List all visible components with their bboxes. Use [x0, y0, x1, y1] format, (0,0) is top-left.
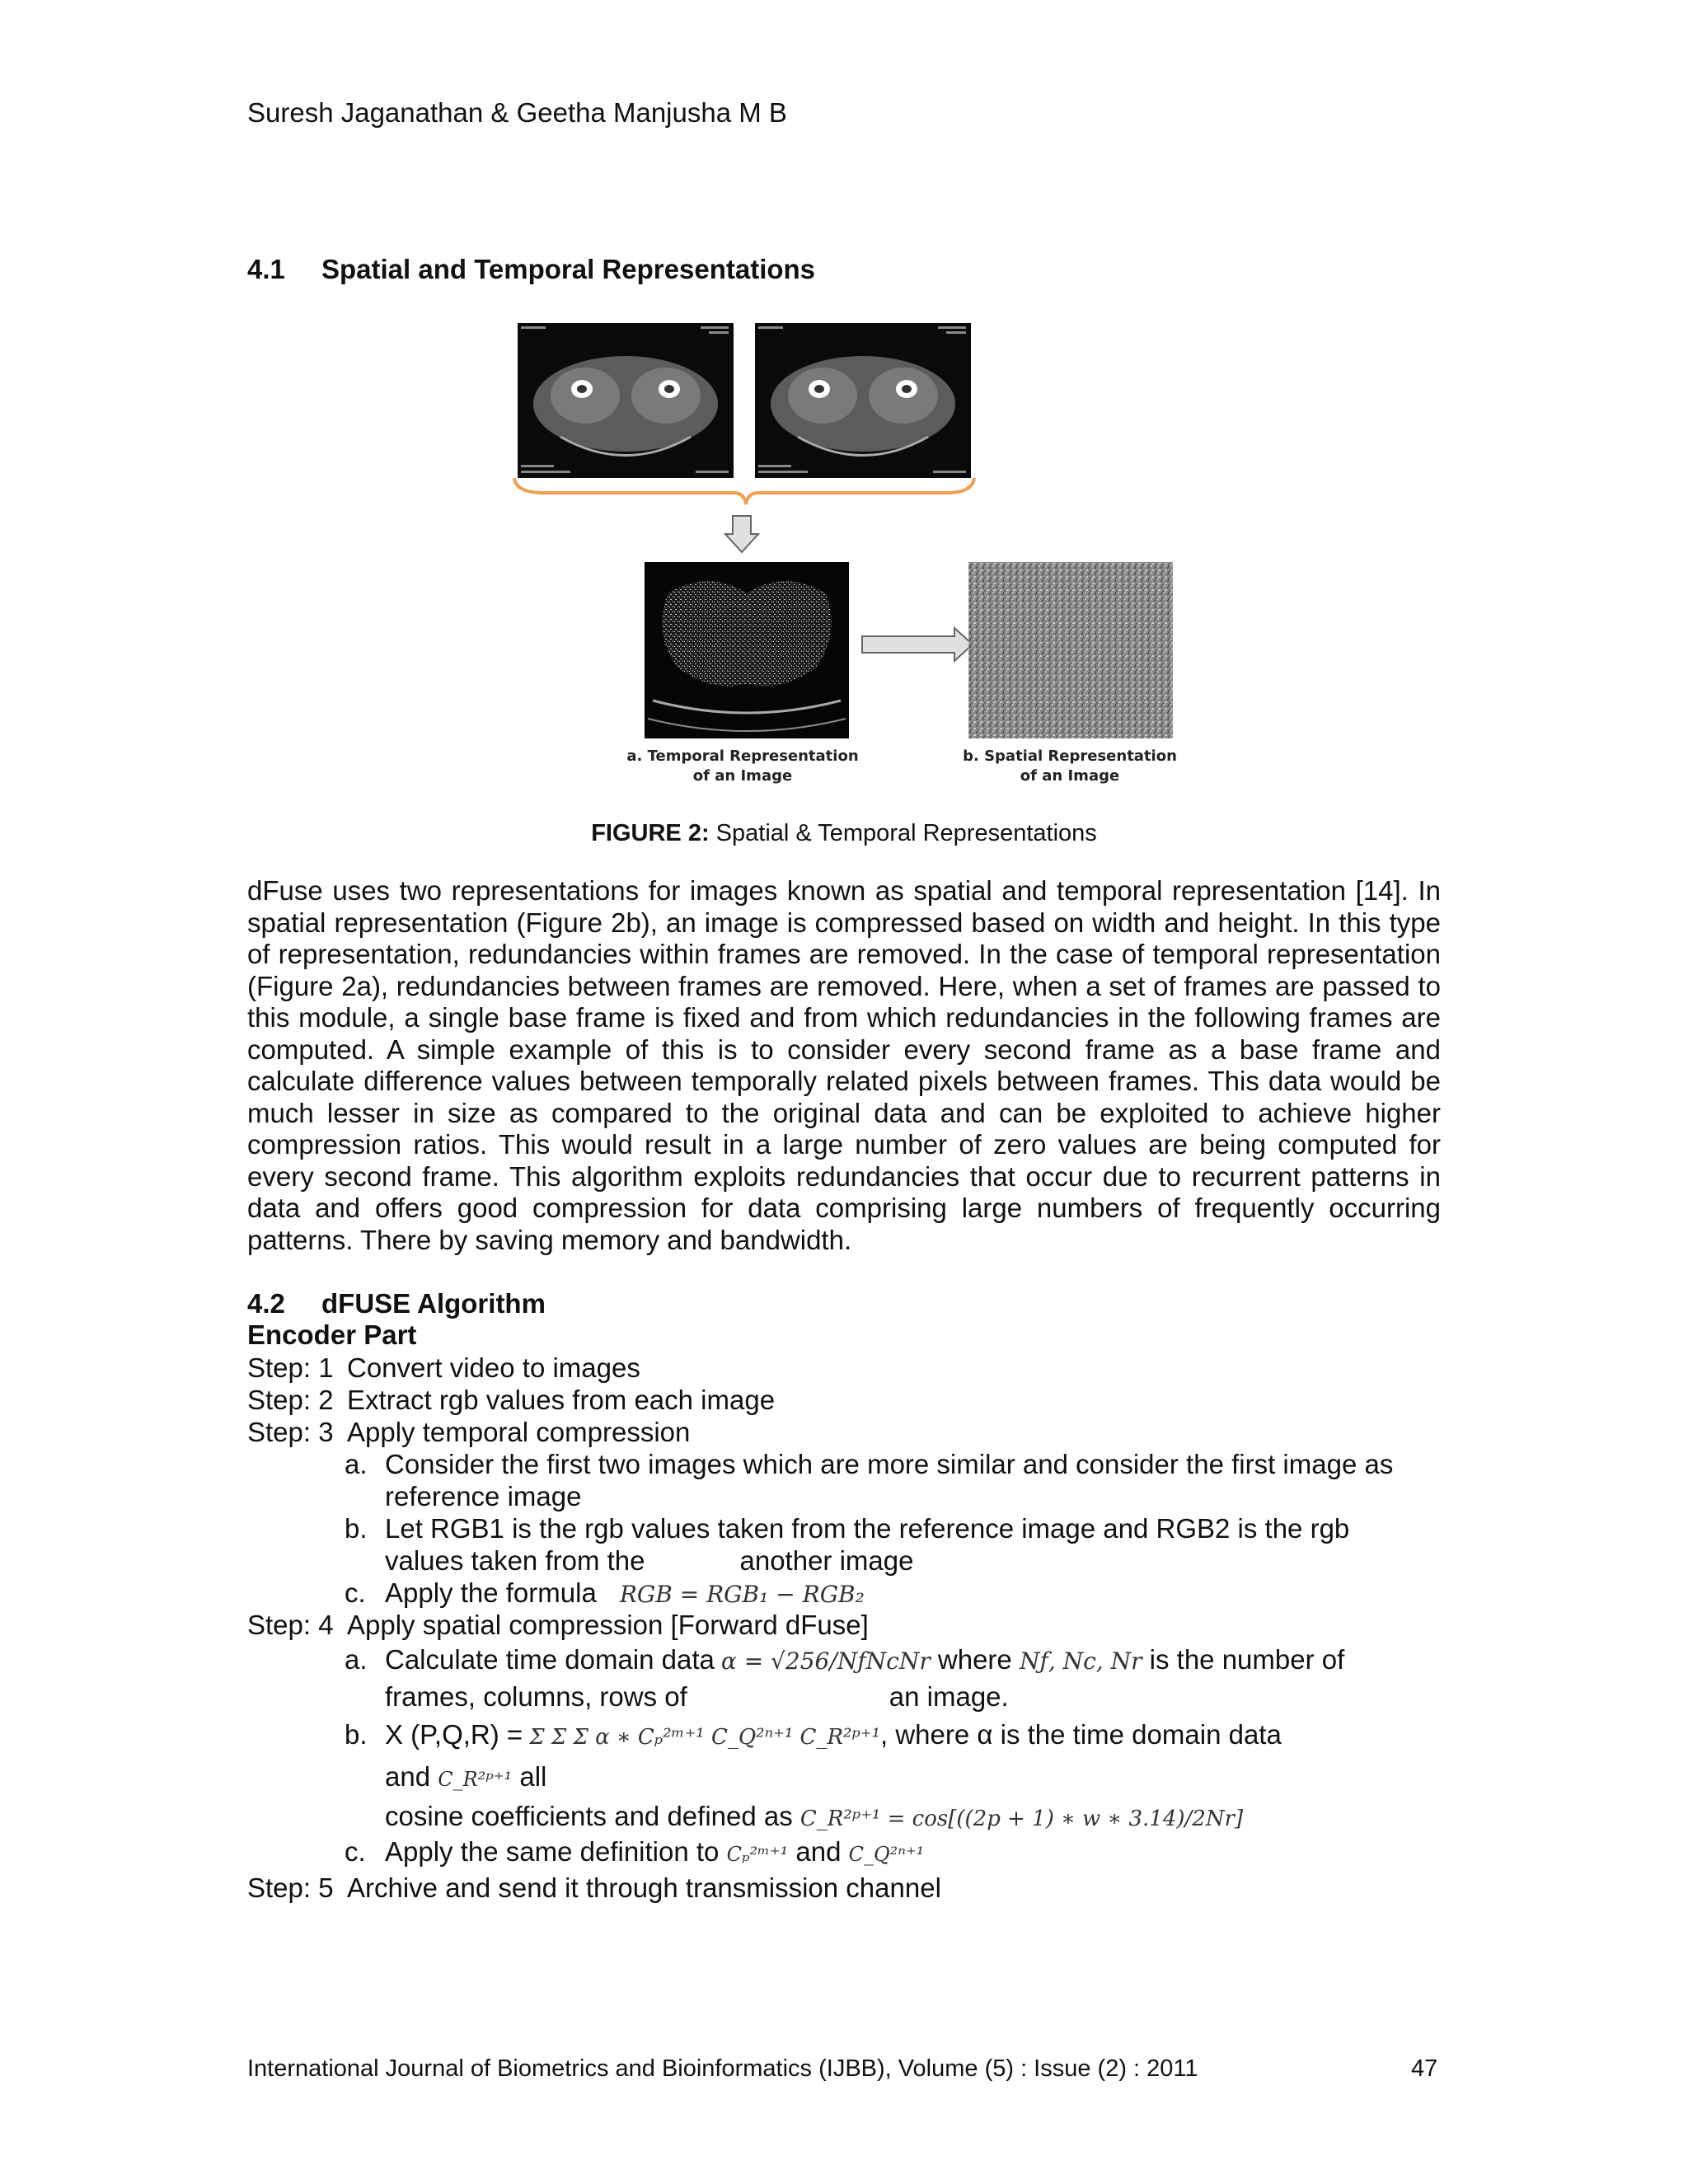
step-3 [247, 1417, 690, 1448]
journal-footer: International Journal of Biometrics and Bioinformatics (IJBB), Volume (5) : Issue (2) : 2011 [247, 2055, 1198, 2082]
item-text: Calculate time domain data [385, 1644, 715, 1675]
formula-rgb: RGB = RGB₁ − RGB₂ [619, 1581, 865, 1608]
label-a-line-1: a. Temporal Representation [626, 748, 859, 765]
section-heading-4-2 [247, 1288, 546, 1319]
step-3b [345, 1513, 1349, 1544]
step-4a [345, 1644, 1344, 1675]
spatial-representation-image [968, 562, 1173, 738]
where-text: where [937, 1644, 1012, 1675]
step-text: Archive and send it through transmission channel [347, 1872, 941, 1903]
item-rest: is the number of [1149, 1644, 1345, 1675]
label-b-line-2: of an Image [1020, 767, 1120, 785]
item-text: Apply the formula [385, 1577, 597, 1608]
cont-text-1: frames, columns, rows of [385, 1681, 687, 1712]
figure-2-graphic [511, 321, 1187, 799]
section-number: 4.1 [247, 254, 285, 284]
caption-text: Spatial & Temporal Representations [709, 820, 1097, 846]
step-4b-cosine [385, 1801, 1243, 1832]
item-rest: , where α is the time domain data [880, 1719, 1282, 1750]
section-title: dFUSE Algorithm [321, 1288, 546, 1319]
cont-text-1: values taken from the [385, 1545, 645, 1576]
step-4b [345, 1719, 1282, 1750]
step-text: Extract rgb values from each image [347, 1385, 776, 1415]
ct-frame-2 [755, 323, 971, 478]
item-letter: a. [345, 1449, 368, 1479]
down-arrow-icon [725, 516, 758, 552]
item-text: Consider the first two images which are more similar and consider the first image as [385, 1449, 1394, 1479]
caption-label: FIGURE 2: [591, 820, 710, 846]
and-text: and [385, 1761, 431, 1792]
item-text: Let RGB1 is the rgb values taken from the reference image and RGB2 is the rgb [385, 1513, 1350, 1544]
step-text: Convert video to images [347, 1352, 640, 1383]
step-label: Step: 5 [247, 1872, 334, 1903]
item-letter: a. [345, 1644, 368, 1675]
item-text: Apply the same definition to [385, 1836, 720, 1867]
step-3a-cont: reference image [385, 1481, 582, 1511]
step-label: Step: 4 [247, 1610, 334, 1640]
cont-text-2: another image [739, 1545, 914, 1576]
step-4 [247, 1610, 869, 1641]
formula-vars: Nƒ, Nc, Nr [1019, 1647, 1142, 1675]
section-title: Spatial and Temporal Representations [321, 254, 816, 284]
item-text: X (P,Q,R) = [385, 1719, 523, 1750]
section-heading-4-1 [247, 254, 815, 285]
item-letter: b. [345, 1719, 368, 1750]
ct-frame-1 [518, 323, 734, 478]
formula-sum: Σ Σ Σ α ∗ Cₚ²ᵐ⁺¹ C_Q²ⁿ⁺¹ C_R²ᵖ⁺¹ [529, 1725, 880, 1750]
body-paragraph: dFuse uses two representations for images known as spatial and temporal representation [14]. In spatial representation (Figure 2b), an image is compressed based on width and height. In this type of representation, redundancies within frames are removed. In the case of temporal representation (Figure 2a), redundancies between frames are removed. Here, when a set of frames are passed to this module, a single base frame is fixed and from which redundancies in the following frames are computed. A simple example of this is to consider every second frame as a base frame and calculate difference values between temporally related pixels between frames. This data would be much lesser in size as compared to the original data and can be exploited to achieve higher compression ratios. This would result in a large number of zero values are being computed for every second frame. This algorithm exploits redundancies that occur due to recurrent patterns in data and offers good compression for data comprising large numbers of frequently occurring patterns. There by saving memory and bandwidth. [247, 875, 1441, 1255]
label-b-line-1: b. Spatial Representation [963, 748, 1177, 765]
figure-caption [0, 820, 1688, 847]
step-1 [247, 1352, 640, 1384]
step-4c [345, 1836, 924, 1868]
item-letter: c. [345, 1836, 366, 1867]
item-letter: b. [345, 1513, 368, 1544]
and-text: and [795, 1836, 842, 1867]
step-3a [345, 1449, 1393, 1480]
label-a-line-2: of an Image [692, 767, 793, 785]
step-text: Apply temporal compression [347, 1417, 691, 1447]
formula-cq: C_Q²ⁿ⁺¹ [848, 1843, 925, 1866]
right-arrow-icon [862, 628, 973, 661]
running-header: Suresh Jaganathan & Geetha Manjusha M B [247, 97, 787, 128]
step-label: Step: 1 [247, 1352, 334, 1383]
step-4a-cont [385, 1681, 1009, 1713]
all-text: all [519, 1761, 547, 1792]
cont-text-2: an image. [889, 1681, 1009, 1712]
step-4b-and [385, 1761, 546, 1793]
step-text: Apply spatial compression [Forward dFuse] [347, 1610, 869, 1640]
step-3c [345, 1577, 865, 1609]
step-label: Step: 2 [247, 1385, 334, 1415]
section-number: 4.2 [247, 1288, 285, 1319]
formula-c: C_R²ᵖ⁺¹ [438, 1768, 513, 1791]
step-label: Step: 3 [247, 1417, 334, 1447]
step-5 [247, 1872, 941, 1904]
temporal-representation-image [645, 562, 849, 738]
formula-alpha: α = √256/NƒNcNr [720, 1647, 931, 1675]
item-letter: c. [345, 1577, 366, 1608]
step-2 [247, 1385, 775, 1416]
formula-cosine: C_R²ᵖ⁺¹ = cos[((2p + 1) ∗ w ∗ 3.14)/2Nr] [799, 1807, 1244, 1831]
figure-2 [511, 321, 1187, 799]
page-number: 47 [1411, 2055, 1438, 2082]
step-3b-cont [385, 1545, 913, 1577]
cosine-text: cosine coefficients and defined as [385, 1801, 793, 1831]
formula-cp: Cₚ²ᵐ⁺¹ [726, 1843, 789, 1866]
orange-brace [514, 478, 974, 504]
encoder-part-heading: Encoder Part [247, 1319, 417, 1350]
